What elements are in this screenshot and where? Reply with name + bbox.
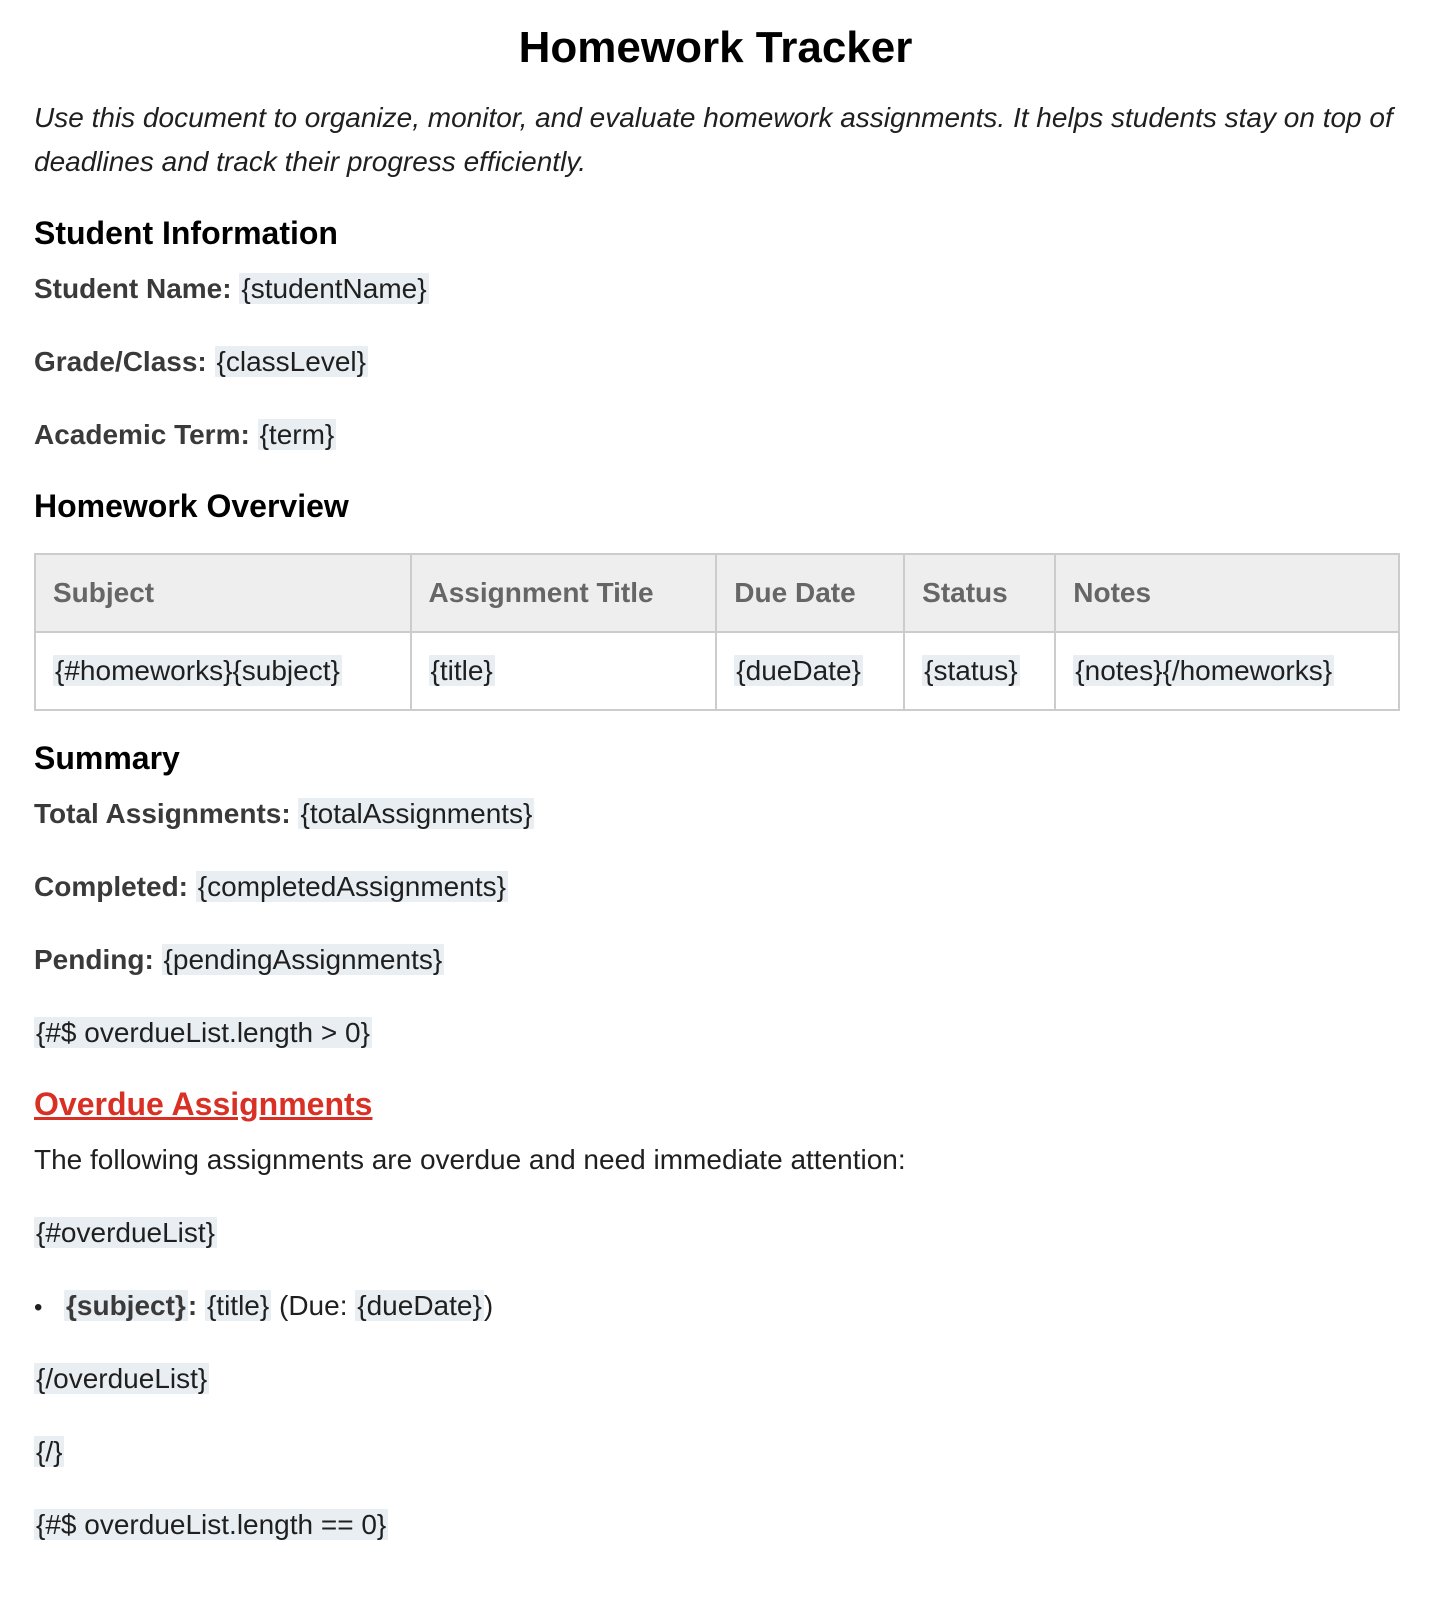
overdue-condition-close-tag[interactable]: {/} <box>36 1436 63 1467</box>
pending-placeholder[interactable]: {pendingAssignments} <box>163 944 443 975</box>
overdue-item-due-date[interactable]: {dueDate} <box>357 1290 482 1321</box>
academic-term-row <box>34 417 336 453</box>
student-info-heading: Student Information <box>34 215 338 251</box>
overdue-list-close-tag[interactable]: {/overdueList} <box>36 1363 208 1394</box>
academic-term-placeholder[interactable]: {term} <box>259 419 335 450</box>
completed-placeholder[interactable]: {completedAssignments} <box>197 871 506 902</box>
total-assignments-label: Total Assignments: <box>34 798 291 829</box>
overdue-assignments-heading[interactable]: Overdue Assignments <box>34 1086 373 1122</box>
student-name-placeholder[interactable]: {studentName} <box>241 273 427 304</box>
overdue-condition-close <box>34 1434 64 1470</box>
document-intro: Use this document to organize, monitor, and evaluate homework assignments. It helps students stay on top of deadlines and track their progress efficiently. <box>34 102 1393 177</box>
student-name-label: Student Name: <box>34 273 232 304</box>
overdue-item-title[interactable]: {title} <box>206 1290 270 1321</box>
overdue-item-subject[interactable]: {subject} <box>66 1290 186 1321</box>
table-cell-status[interactable] <box>904 632 1055 710</box>
table-cell-due-date[interactable] <box>716 632 904 710</box>
overdue-list-open-tag[interactable]: {#overdueList} <box>36 1217 216 1248</box>
grade-class-label: Grade/Class: <box>34 346 207 377</box>
column-header-subject: Subject <box>35 554 411 632</box>
pending-label: Pending: <box>34 944 154 975</box>
total-assignments-placeholder[interactable]: {totalAssignments} <box>300 798 533 829</box>
column-header-due-date: Due Date <box>716 554 904 632</box>
column-header-status: Status <box>904 554 1055 632</box>
grade-class-placeholder[interactable]: {classLevel} <box>216 346 366 377</box>
completed-label: Completed: <box>34 871 188 902</box>
column-header-notes: Notes <box>1055 554 1399 632</box>
table-row <box>35 632 1399 710</box>
overdue-list-item <box>34 1288 493 1326</box>
overdue-condition-open <box>34 1015 372 1051</box>
overdue-item-colon: : <box>187 1290 198 1321</box>
table-cell-title[interactable] <box>411 632 717 710</box>
table-cell-subject[interactable] <box>35 632 411 710</box>
bullet-icon: • <box>34 1294 43 1321</box>
homework-overview-heading: Homework Overview <box>34 488 349 524</box>
academic-term-label: Academic Term: <box>34 419 250 450</box>
table-header-row <box>35 554 1399 632</box>
title-placeholder: {title} <box>430 655 493 686</box>
student-name-row <box>34 271 429 307</box>
overdue-list-close <box>34 1361 209 1397</box>
document-title: Homework Tracker <box>518 23 913 72</box>
overdue-condition-open-tag[interactable]: {#$ overdueList.length > 0} <box>36 1017 370 1048</box>
empty-condition-open-tag[interactable]: {#$ overdueList.length == 0} <box>36 1509 387 1540</box>
grade-class-row <box>34 344 368 380</box>
overdue-list-open <box>34 1215 217 1251</box>
column-header-assignment-title: Assignment Title <box>411 554 717 632</box>
notes-placeholder: {notes}{/homeworks} <box>1075 655 1333 686</box>
due-date-placeholder: {dueDate} <box>736 655 861 686</box>
table-cell-notes[interactable] <box>1055 632 1399 710</box>
summary-heading: Summary <box>34 740 180 776</box>
overdue-item-due-close: ) <box>483 1290 494 1321</box>
overdue-item-due-open: (Due: <box>271 1290 356 1321</box>
subject-placeholder: {#homeworks}{subject} <box>55 655 340 686</box>
empty-condition-open <box>34 1507 388 1543</box>
completed-row <box>34 869 508 905</box>
overdue-description: The following assignments are overdue and need immediate attention: <box>34 1144 906 1175</box>
homework-table <box>34 553 1400 711</box>
status-placeholder: {status} <box>924 655 1018 686</box>
pending-row <box>34 942 444 978</box>
total-assignments-row <box>34 796 534 832</box>
